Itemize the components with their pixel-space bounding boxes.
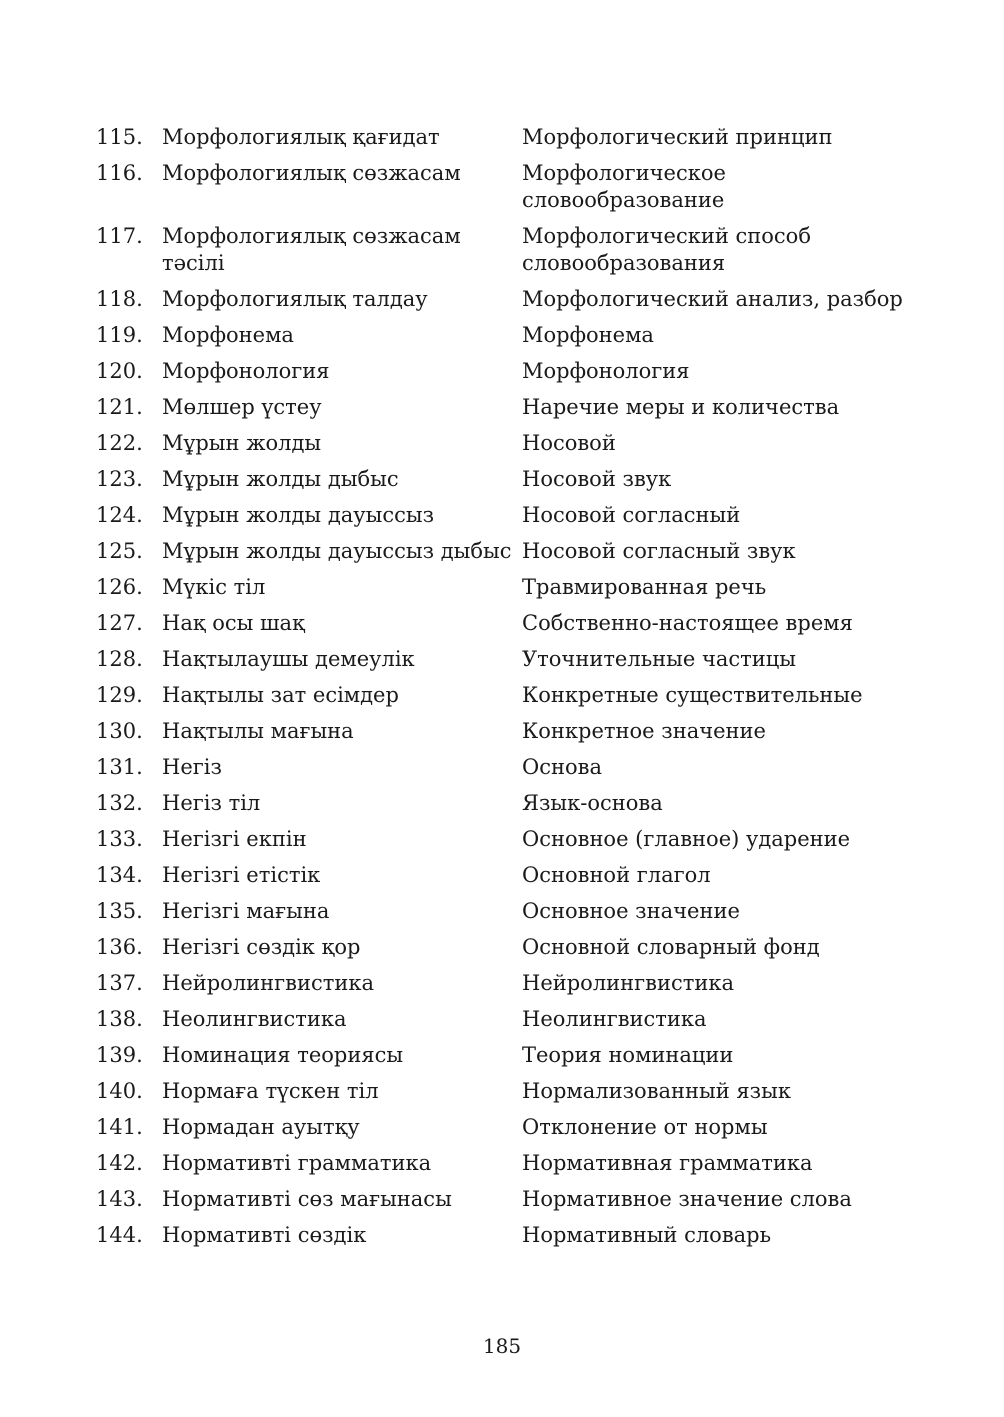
glossary-entry [96,714,926,750]
entry-number: 142. [96,1151,143,1175]
entry-kazakh-term: Мұрын жолды дауыссыз дыбыс [162,539,512,563]
entry-russian-term: Носовой согласный [522,503,741,527]
entry-number: 133. [96,827,143,851]
entry-number: 124. [96,503,143,527]
entry-russian-term: Основное (главное) ударение [522,827,851,851]
entry-kazakh-term: Мұрын жолды дауыссыз [162,503,435,527]
entry-kazakh-term: Негізгі етістік [162,863,321,887]
entry-kazakh-term: Морфонема [162,323,294,347]
entry-kazakh-term: Нақтылы мағына [162,719,354,743]
entry-russian-term: Неолингвистика [522,1007,707,1031]
entry-number: 126. [96,575,143,599]
glossary-entry [96,1182,926,1218]
entry-kazakh-term: Нақ осы шақ [162,611,305,635]
entry-number: 135. [96,899,143,923]
entry-number: 144. [96,1223,143,1247]
glossary-entry [96,966,926,1002]
entry-kazakh-term: Мүкіс тіл [162,575,266,599]
entry-kazakh-term: Негізгі сөздік қор [162,935,361,959]
entry-number: 139. [96,1043,143,1067]
entry-number: 119. [96,323,143,347]
glossary-entry [96,120,926,156]
glossary-entry [96,1038,926,1074]
glossary-entry [96,678,926,714]
entry-kazakh-term: Нормаға түскен тіл [162,1079,379,1103]
glossary-entry [96,786,926,822]
entry-number: 141. [96,1115,143,1139]
entry-kazakh-term: Нормативті грамматика [162,1151,432,1175]
entry-russian-term: Теория номинации [522,1043,734,1067]
entry-russian-term: Основное значение [522,899,740,923]
glossary-entry [96,1110,926,1146]
entry-russian-term: Морфологический анализ, разбор [522,287,903,311]
entry-russian-term: Морфологический способ словообразования [522,224,811,275]
glossary-entry [96,1218,926,1254]
entry-kazakh-term: Нормативті сөздік [162,1223,367,1247]
entry-number: 115. [96,125,143,149]
entry-kazakh-term: Негіз [162,755,222,779]
glossary-entry [96,750,926,786]
entry-russian-term: Основа [522,755,602,779]
entry-number: 143. [96,1187,143,1211]
glossary-entry [96,219,926,282]
entry-number: 117. [96,224,143,248]
glossary-entry [96,894,926,930]
entry-kazakh-term: Номинация теориясы [162,1043,404,1067]
glossary-entry [96,534,926,570]
entry-kazakh-term: Нормадан ауытқу [162,1115,360,1139]
entry-russian-term: Морфонология [522,359,690,383]
entry-kazakh-term: Негізгі мағына [162,899,330,923]
entry-kazakh-term: Морфологиялық қағидат [162,125,440,149]
entry-russian-term: Нейролингвистика [522,971,734,995]
glossary-entry [96,822,926,858]
glossary-list [96,120,926,1254]
entry-russian-term: Травмированная речь [522,575,767,599]
entry-kazakh-term: Морфонология [162,359,330,383]
entry-kazakh-term: Морфологиялық талдау [162,287,428,311]
entry-number: 128. [96,647,143,671]
glossary-entry [96,606,926,642]
entry-number: 137. [96,971,143,995]
entry-russian-term: Морфологический принцип [522,125,833,149]
glossary-entry [96,156,926,219]
entry-kazakh-term: Нормативті сөз мағынасы [162,1187,452,1211]
entry-kazakh-term: Негіз тіл [162,791,261,815]
entry-kazakh-term: Мөлшер үстеу [162,395,322,419]
glossary-entry [96,390,926,426]
entry-number: 127. [96,611,143,635]
glossary-entry [96,282,926,318]
entry-number: 116. [96,161,143,185]
entry-kazakh-term: Мұрын жолды дыбыс [162,467,399,491]
entry-russian-term: Собственно-настоящее время [522,611,853,635]
entry-number: 130. [96,719,143,743]
entry-russian-term: Нормативная грамматика [522,1151,813,1175]
entry-russian-term: Нормативный словарь [522,1223,772,1247]
entry-russian-term: Конкретные существительные [522,683,863,707]
glossary-entry [96,858,926,894]
entry-russian-term: Морфологическое словообразование [522,161,726,212]
entry-kazakh-term: Неолингвистика [162,1007,347,1031]
glossary-entry [96,354,926,390]
entry-number: 132. [96,791,143,815]
entry-russian-term: Морфонема [522,323,654,347]
glossary-entry [96,642,926,678]
entry-number: 122. [96,431,143,455]
glossary-entry [96,1002,926,1038]
entry-kazakh-term: Нейролингвистика [162,971,374,995]
glossary-entry [96,1074,926,1110]
entry-russian-term: Нормативное значение слова [522,1187,852,1211]
entry-kazakh-term: Нақтылаушы демеулік [162,647,415,671]
glossary-entry [96,318,926,354]
entry-kazakh-term: Морфологиялық сөзжасам [162,161,461,185]
glossary-entry [96,570,926,606]
glossary-entry [96,426,926,462]
entry-russian-term: Носовой звук [522,467,672,491]
glossary-entry [96,498,926,534]
entry-russian-term: Носовой согласный звук [522,539,796,563]
entry-number: 123. [96,467,143,491]
entry-russian-term: Конкретное значение [522,719,766,743]
entry-russian-term: Уточнительные частицы [522,647,796,671]
entry-kazakh-term: Нақтылы зат есімдер [162,683,399,707]
entry-number: 129. [96,683,143,707]
entry-number: 118. [96,287,143,311]
entry-russian-term: Носовой [522,431,616,455]
entry-number: 120. [96,359,143,383]
entry-russian-term: Основной словарный фонд [522,935,820,959]
entry-number: 121. [96,395,143,419]
entry-russian-term: Отклонение от нормы [522,1115,768,1139]
entry-russian-term: Нормализованный язык [522,1079,791,1103]
entry-number: 138. [96,1007,143,1031]
glossary-entry [96,462,926,498]
entry-number: 125. [96,539,143,563]
entry-russian-term: Наречие меры и количества [522,395,840,419]
entry-number: 134. [96,863,143,887]
page-number: 185 [482,1334,522,1358]
entry-kazakh-term: Мұрын жолды [162,431,322,455]
entry-number: 140. [96,1079,143,1103]
entry-kazakh-term: Морфологиялық сөзжасам тәсілі [162,224,461,275]
glossary-entry [96,930,926,966]
entry-number: 136. [96,935,143,959]
glossary-entry [96,1146,926,1182]
entry-russian-term: Язык-основа [522,791,663,815]
entry-russian-term: Основной глагол [522,863,711,887]
entry-number: 131. [96,755,143,779]
entry-kazakh-term: Негізгі екпін [162,827,307,851]
